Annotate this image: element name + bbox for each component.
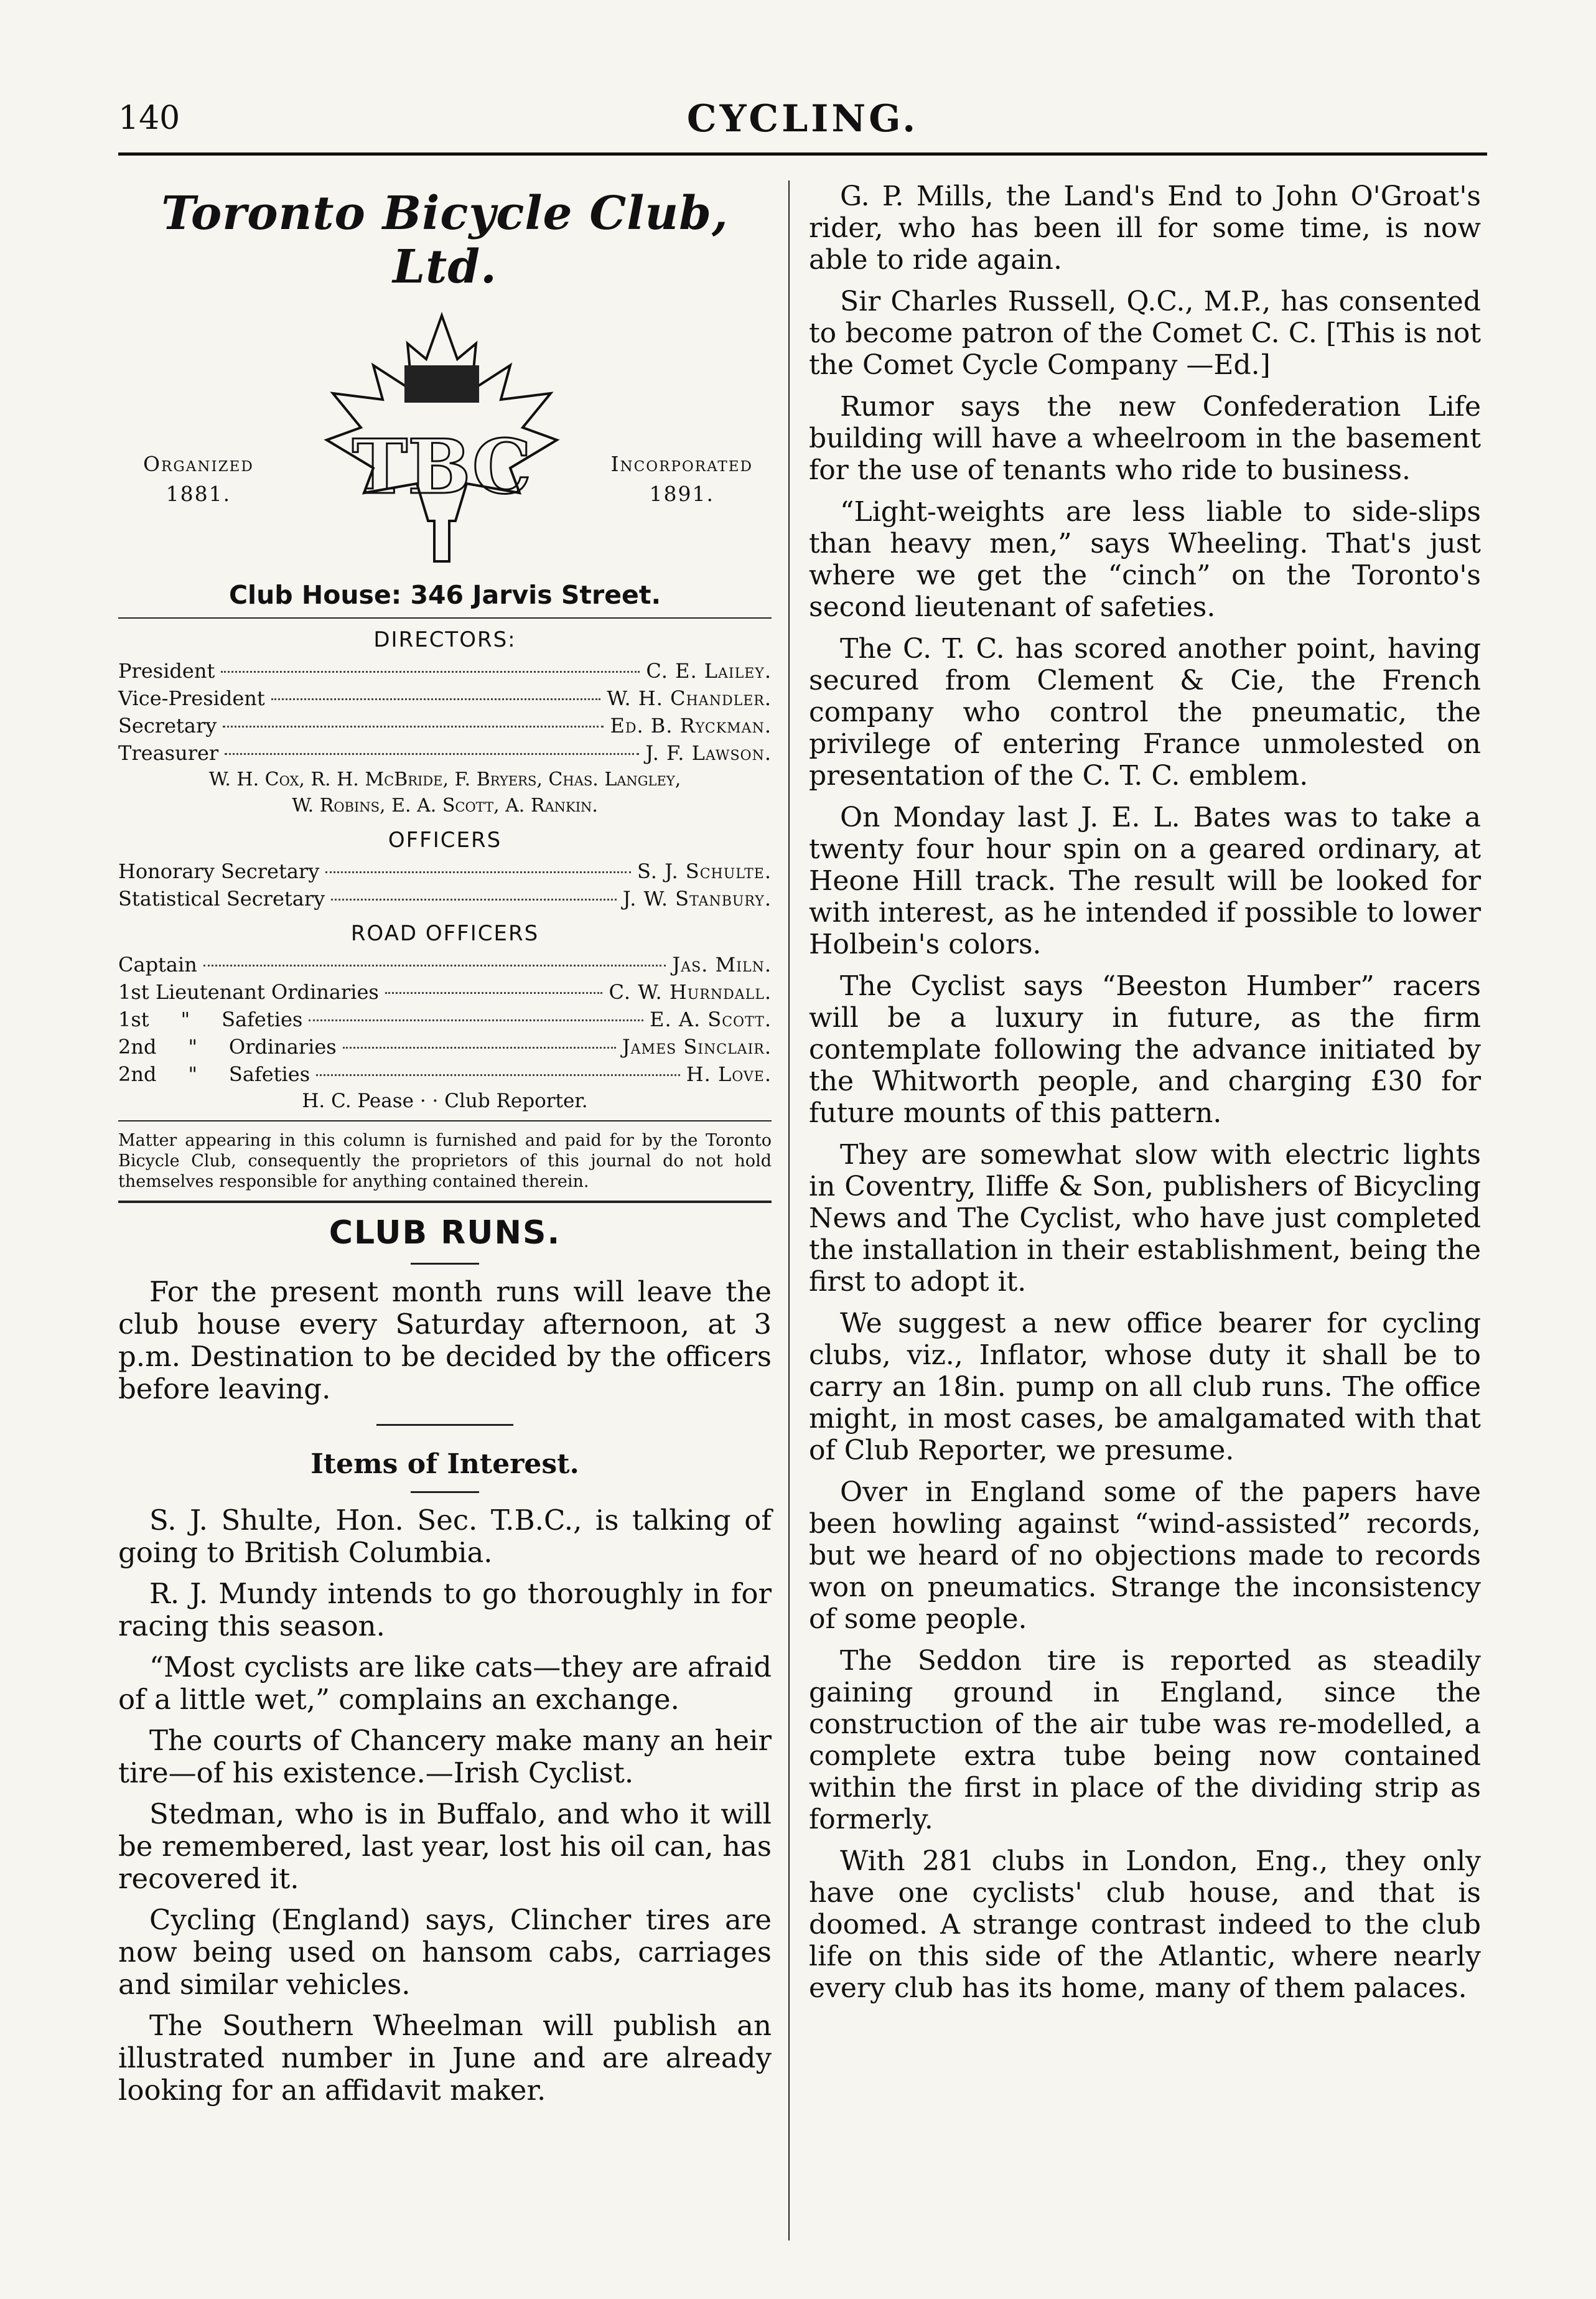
divider bbox=[411, 1491, 479, 1493]
divider bbox=[118, 1120, 772, 1121]
news-item: Cycling (England) says, Clincher tires are now being used on hansom cabs, carriages and similar vehicles. bbox=[118, 1903, 772, 2001]
officer-row: Statistical Secretary J. W. Stanbury. bbox=[118, 887, 772, 911]
officers-heading: OFFICERS bbox=[388, 828, 502, 853]
divider bbox=[118, 1201, 772, 1203]
incorporated-label: Incorporated 1891. bbox=[610, 452, 753, 506]
column-notice: Matter appearing in this column is furnished and paid for by the Toronto Bicycle Club, consequently the proprietors of this journal do not hold themselves responsible for anything contained therein. bbox=[118, 1131, 772, 1191]
directors-more: W. Robins, E. A. Scott, A. Rankin. bbox=[292, 795, 598, 817]
news-item: The courts of Chancery make many an heir tire—of his existence.—Irish Cyclist. bbox=[118, 1724, 772, 1789]
road-officers-heading: ROAD OFFICERS bbox=[350, 921, 539, 946]
road-officer-row: 1st " Safeties E. A. Scott. bbox=[118, 1008, 772, 1031]
running-title: CYCLING. bbox=[686, 97, 919, 141]
news-item: We suggest a new office bearer for cycling clubs, viz., Inflator, whose duty it shall be to carry an 18in. pump on all club runs. The office might, in most cases, be amalgamated with that of Club Reporter, we presume. bbox=[809, 1308, 1481, 1466]
divider bbox=[411, 1263, 479, 1265]
club-reporter-line: H. C. Pease · · Club Reporter. bbox=[302, 1090, 588, 1112]
officer-row: Honorary Secretary S. J. Schulte. bbox=[118, 859, 772, 883]
directors-list bbox=[118, 657, 772, 819]
news-item: Rumor says the new Confederation Life building will have a wheelroom in the basement for the use of tenants who ride to business. bbox=[809, 391, 1481, 486]
news-item: “Light-weights are less liable to side-slips than heavy men,” says Wheeling. That's just where we get the “cinch” on the Toronto's second lieutenant of safeties. bbox=[809, 496, 1481, 623]
organized-label: Organized 1881. bbox=[143, 452, 254, 506]
directors-heading: DIRECTORS: bbox=[373, 627, 516, 652]
left-column bbox=[118, 180, 772, 2115]
crest-row bbox=[118, 306, 772, 574]
director-row: Vice-President W. H. Chandler. bbox=[118, 686, 772, 710]
directors-more: W. H. Cox, R. H. McBride, F. Bryers, Chas. Langley, bbox=[208, 769, 681, 790]
news-item: G. P. Mills, the Land's End to John O'Groat's rider, who has been ill for some time, is now able to ride again. bbox=[809, 180, 1481, 276]
club-runs-heading: CLUB RUNS. bbox=[329, 1214, 561, 1252]
road-officer-row: 2nd " Safeties H. Love. bbox=[118, 1062, 772, 1086]
column-divider bbox=[788, 180, 790, 2240]
page-header bbox=[118, 93, 1487, 143]
right-column bbox=[809, 180, 1481, 2014]
director-row: President C. E. Lailey. bbox=[118, 659, 772, 683]
items-heading: Items of Interest. bbox=[310, 1448, 579, 1480]
page-number: 140 bbox=[118, 100, 180, 137]
road-officer-row: 1st Lieutenant Ordinaries C. W. Hurndall. bbox=[118, 980, 772, 1004]
news-item: “Most cyclists are like cats—they are afraid of a little wet,” complains an exchange. bbox=[118, 1651, 772, 1716]
road-officer-row: 2nd " Ordinaries James Sinclair. bbox=[118, 1035, 772, 1059]
news-item: They are somewhat slow with electric lights in Coventry, Iliffe & Son, publishers of Bicycling News and The Cyclist, who have just completed the installation in their establishment, being the first to adopt it. bbox=[809, 1139, 1481, 1298]
news-item: With 281 clubs in London, Eng., they only have one cyclists' club house, and that is doomed. A strange contrast indeed to the club life on this side of the Atlantic, where nearly every club has its home, many of them palaces. bbox=[809, 1845, 1481, 2004]
news-item: Sir Charles Russell, Q.C., M.P., has consented to become patron of the Comet C. C. [This is not the Comet Cycle Company —Ed.] bbox=[809, 286, 1481, 381]
club-house-address: Club House: 346 Jarvis Street. bbox=[228, 580, 661, 610]
maple-leaf-crest-icon bbox=[311, 306, 572, 568]
news-item: The Seddon tire is reported as steadily gaining ground in England, since the construction of the air tube was re-modelled, a complete extra tube being now contained within the first in place of the dividing strip as formerly. bbox=[809, 1645, 1481, 1835]
news-item: The Cyclist says “Beeston Humber” racers will be a luxury in future, as the firm contemplate following the advance initiated by the Whitworth people, and charging £30 for future mounts of this pattern. bbox=[809, 970, 1481, 1129]
director-row: Secretary Ed. B. Ryckman. bbox=[118, 714, 772, 737]
club-runs-text: For the present month runs will leave the club house every Saturday afternoon, at 3 p.m. Destination to be decided by the officers before leaving. bbox=[118, 1275, 772, 1405]
crest-monogram: TBC bbox=[352, 423, 532, 511]
news-item: The Southern Wheelman will publish an illustrated number in June and are already looking for an affidavit maker. bbox=[118, 2009, 772, 2107]
director-row: Treasurer J. F. Lawson. bbox=[118, 741, 772, 765]
divider bbox=[376, 1424, 513, 1426]
news-item: R. J. Mundy intends to go thoroughly in for racing this season. bbox=[118, 1577, 772, 1642]
divider bbox=[118, 617, 772, 619]
news-item: S. J. Shulte, Hon. Sec. T.B.C., is talking of going to British Columbia. bbox=[118, 1504, 772, 1569]
news-item: Over in England some of the papers have been howling against “wind-assisted” records, but we heard of no objections made to records won on pneumatics. Strange the inconsistency of some people. bbox=[809, 1476, 1481, 1635]
road-officer-row: Captain Jas. Miln. bbox=[118, 953, 772, 976]
news-item: Stedman, who is in Buffalo, and who it will be remembered, last year, lost his oil can, has recovered it. bbox=[118, 1797, 772, 1895]
header-rule bbox=[118, 152, 1487, 156]
news-item: The C. T. C. has scored another point, having secured from Clement & Cie, the French company who control the pneumatic, the privilege of entering France unmolested on presentation of the C. T. C. emblem. bbox=[809, 633, 1481, 792]
club-title: Toronto Bicycle Club, Ltd. bbox=[161, 187, 729, 294]
news-item: On Monday last J. E. L. Bates was to take a twenty four hour spin on a geared ordinary, at Heone Hill track. The result will be looked for with interest, as he intended if possible to lower Holbein's colors. bbox=[809, 802, 1481, 960]
